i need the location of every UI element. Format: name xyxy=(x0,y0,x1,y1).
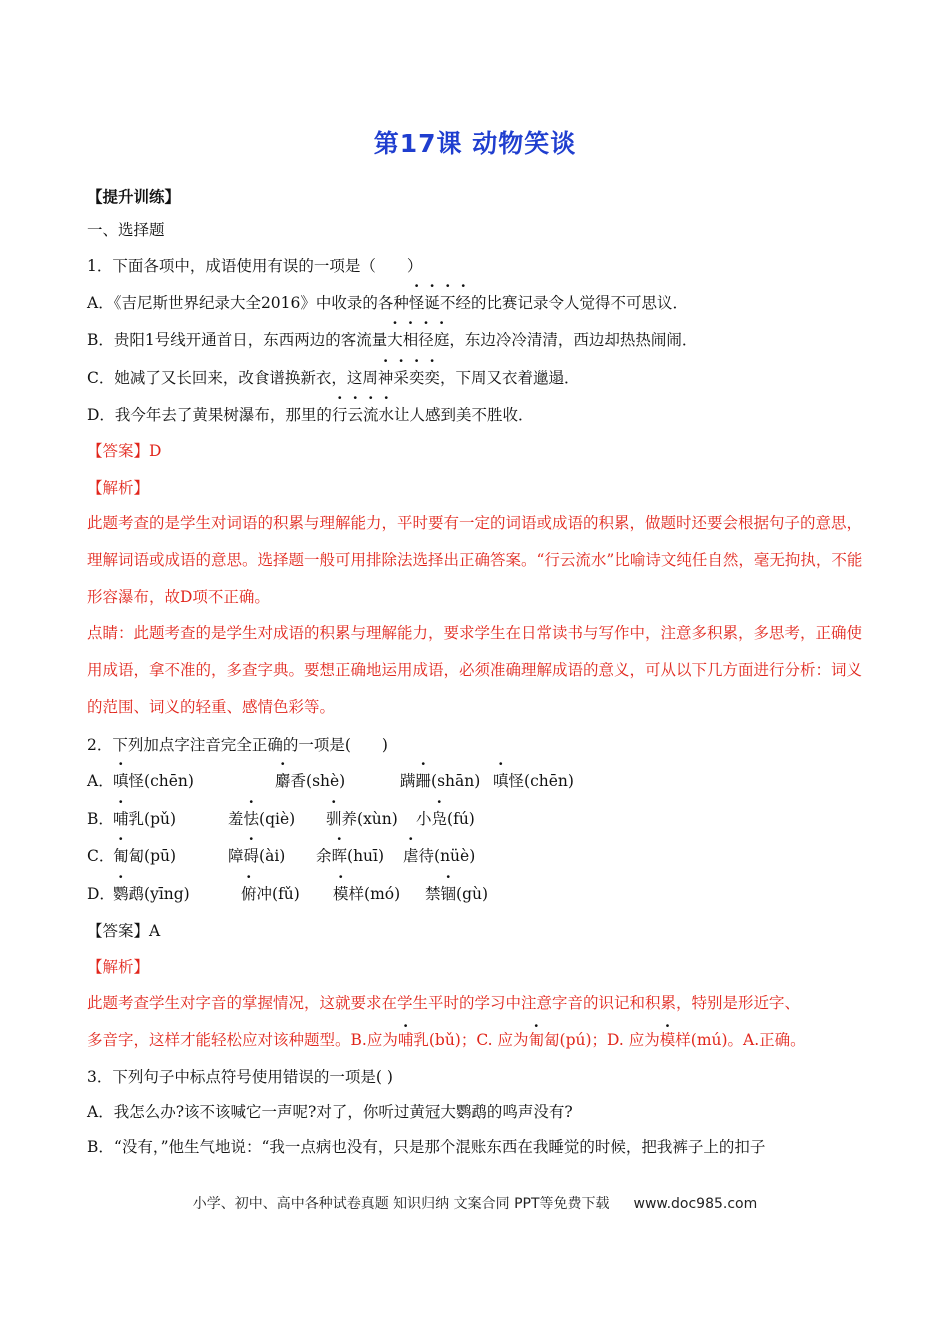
dotted-char: 跚 xyxy=(415,772,432,790)
q1-option-b xyxy=(87,328,697,350)
word-rest: (huī) xyxy=(347,847,385,865)
word-rest: 怪(chēn) xyxy=(508,772,574,790)
dotted-char: 模 xyxy=(333,885,349,903)
analysis-text: 乳(bǔ)；C. 应为 xyxy=(413,1031,529,1049)
dotted-char: 匍 xyxy=(113,847,129,865)
word-rest: 怪(chēn) xyxy=(128,772,194,790)
dotted-char: 驯 xyxy=(326,810,342,828)
q2-word xyxy=(316,844,384,866)
dotted-char: 怯 xyxy=(243,810,260,828)
q2-answer: 【答案】A xyxy=(87,922,161,940)
q2-word xyxy=(493,769,574,791)
word-rest: (fú) xyxy=(447,810,475,828)
word-rest: 待(nüè) xyxy=(418,847,476,865)
dotted-char: 哺 xyxy=(397,1031,414,1049)
q1-option-d xyxy=(87,403,534,425)
q3-option-a: A．我怎么办?该不该喊它一声呢?对了，你听过黄冠大鹦鹉的鸣声没有? xyxy=(87,1103,573,1121)
option-text: ，下周又衣着邋遢． xyxy=(439,369,580,387)
q2-word xyxy=(113,844,176,866)
q2-option-label: C． xyxy=(87,847,115,865)
page-footer xyxy=(0,1193,950,1213)
word-rest: (ài) xyxy=(259,847,286,865)
q2-word xyxy=(228,844,285,866)
page-title: 第17课 动物笑谈 xyxy=(373,129,577,158)
dotted-char: 凫 xyxy=(431,810,448,828)
option-text: 让人感到美不胜收． xyxy=(394,406,534,424)
dotted-char: 鹦 xyxy=(113,885,129,903)
q2-word xyxy=(113,807,176,829)
plain-char: 禁 xyxy=(425,885,441,903)
dotted-char: 诞 xyxy=(424,294,440,312)
section-label: 【提升训练】 xyxy=(87,188,181,206)
analysis-text: 匐(pú)；D. 应为 xyxy=(544,1031,660,1049)
q2-word xyxy=(416,807,475,829)
plain-char: 障 xyxy=(228,847,244,865)
dotted-char: 不 xyxy=(439,294,456,312)
q2-option-label: D． xyxy=(87,885,115,903)
dotted-char: 大 xyxy=(387,331,403,349)
q1-analysis-label: 【解析】 xyxy=(87,479,150,497)
q2-word xyxy=(275,769,345,791)
q3-stem: 3．下列句子中标点符号使用错误的一项是( ) xyxy=(87,1068,393,1086)
dotted-char: 匍 xyxy=(528,1031,545,1049)
word-rest: 乳(pǔ) xyxy=(128,810,177,828)
dotted-char: 虐 xyxy=(403,847,419,865)
footer-text: 小学、初中、高中各种试卷真题 知识归纳 文案合同 PPT等免费下载 xyxy=(192,1196,610,1212)
footer-url[interactable]: www.doc985.com xyxy=(633,1196,758,1212)
dotted-char: 相 xyxy=(402,331,419,349)
option-text: A．《吉尼斯世界纪录大全2016》中收录的各种 xyxy=(87,294,409,312)
q2-analysis-line2 xyxy=(87,1029,806,1051)
q2-word xyxy=(333,882,400,904)
q2-word xyxy=(241,882,300,904)
q3-option-b: B．“没有，”他生气地说：“我一点病也没有，只是那个混账东西在我睡觉的时候，把我裤子上的扣子 xyxy=(87,1138,766,1156)
dotted-char: 哺 xyxy=(113,810,129,828)
option-text: D．我今年去了黄果树瀑布，那里的 xyxy=(87,406,332,424)
q2-word xyxy=(326,807,398,829)
dotted-char: 流 xyxy=(362,406,379,424)
dotted-char: 水 xyxy=(378,406,394,424)
q2-option-label: A． xyxy=(87,772,114,790)
q2-word xyxy=(403,844,475,866)
q2-analysis-label: 【解析】 xyxy=(87,958,150,976)
option-text: 的比赛记录令人觉得不可思议． xyxy=(470,294,688,312)
word-rest: 样(mó) xyxy=(348,885,401,903)
dotted-char: 嗔 xyxy=(493,772,509,790)
word-rest: (shān) xyxy=(431,772,481,790)
word-rest: 匐(pū) xyxy=(128,847,177,865)
word-rest: 鹉(yīng) xyxy=(128,885,190,903)
dotted-char: 庭 xyxy=(433,331,450,349)
q2-option-label: B． xyxy=(87,810,114,828)
q2-word xyxy=(113,769,194,791)
dotted-char: 经 xyxy=(455,294,471,312)
analysis-text: 样(mú)。A.正确。 xyxy=(675,1031,806,1049)
analysis-text: 多音字，这样才能轻松应对该种题型。B.应为 xyxy=(87,1031,398,1049)
option-text: ，东边冷冷清清，西边却热热闹闹． xyxy=(449,331,698,349)
q2-word xyxy=(425,882,488,904)
q2-stem: 2．下列加点字注音完全正确的一项是( ) xyxy=(87,736,388,754)
dotted-char: 碍 xyxy=(243,847,260,865)
dotted-char: 俯 xyxy=(241,885,257,903)
plain-char: 蹒 xyxy=(400,772,416,790)
dotted-char: 采 xyxy=(393,369,409,387)
q1-tip: 点睛：此题考查的是学生对成语的积累与理解能力，要求学生在日常读书与写作中，注意多积累，多思考，正确使用成语，拿不准的，多查字典。要想正确地运用成语，必须准确理解成语的意义，可从以下几方面进行分析：词义的范围、词义的轻重、感情色彩等。 xyxy=(87,624,863,716)
q2-word xyxy=(400,769,480,791)
option-text: C．她减了又长回来，改食谱换新衣，这周 xyxy=(87,369,378,387)
word-rest: (qiè) xyxy=(259,810,296,828)
part-heading: 一、选择题 xyxy=(87,221,165,239)
dotted-char: 云 xyxy=(347,406,363,424)
q1-analysis: 此题考查的是学生对词语的积累与理解能力，平时要有一定的词语或成语的积累，做题时还要会根据句子的意思，理解词语或成语的意思。选择题一般可用排除法选择出正确答案。“行云流水”比喻诗文纯任自然，毫无拘执，不能形容瀑布，故D项不正确。 xyxy=(87,514,863,606)
dotted-char: 奕 xyxy=(408,369,425,387)
option-text: B．贵阳1号线开通首日，东西两边的客流量 xyxy=(87,331,388,349)
dotted-char: 奕 xyxy=(424,369,440,387)
q2-word xyxy=(228,807,295,829)
dotted-char: 径 xyxy=(418,331,434,349)
dotted-char: 模 xyxy=(659,1031,676,1049)
word-rest: 冲(fǔ) xyxy=(256,885,300,903)
q2-word xyxy=(113,882,190,904)
plain-char: 小 xyxy=(416,810,432,828)
dotted-char: 怪 xyxy=(408,294,425,312)
dotted-char: 嗔 xyxy=(113,772,129,790)
plain-char: 羞 xyxy=(228,810,244,828)
dotted-char: 麝 xyxy=(275,772,291,790)
q1-option-a xyxy=(87,291,688,313)
word-rest: (gù) xyxy=(456,885,489,903)
plain-char: 余 xyxy=(316,847,332,865)
dotted-char: 晖 xyxy=(331,847,348,865)
word-rest: 香(shè) xyxy=(290,772,346,790)
dotted-char: 锢 xyxy=(440,885,457,903)
dotted-char: 神 xyxy=(377,369,394,387)
dotted-char: 行 xyxy=(331,406,348,424)
q2-analysis-line1: 此题考查学生对字音的掌握情况，这就要求在学生平时的学习中注意字音的识记和积累，特别是形近字、 xyxy=(87,994,801,1012)
q1-answer: 【答案】D xyxy=(87,442,162,460)
word-rest: 养(xùn) xyxy=(341,810,398,828)
q1-option-c xyxy=(87,366,579,388)
q1-stem: 1．下面各项中，成语使用有误的一项是（ ） xyxy=(87,257,423,275)
